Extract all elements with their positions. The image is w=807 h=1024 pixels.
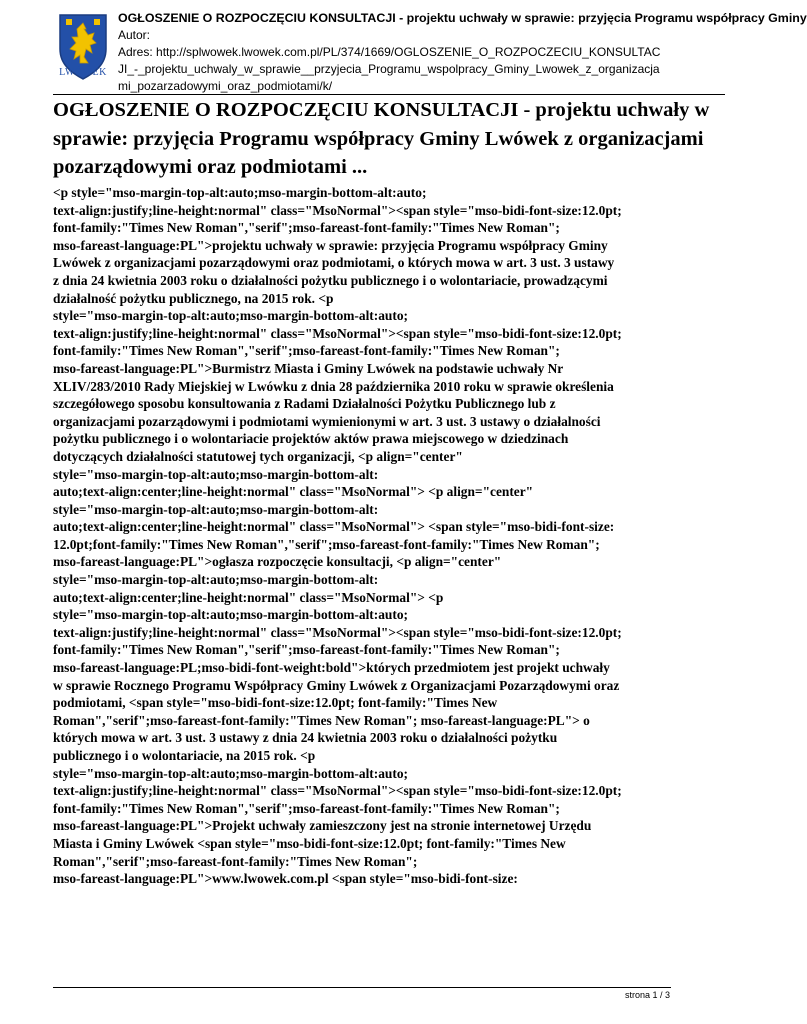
body-line: publicznego i o wolontariacie, na 2015 rok. <p xyxy=(53,748,316,763)
body-line: 12.0pt;font-family:"Times New Roman","serif";mso-fareast-font-family:"Times New Roman"; xyxy=(53,536,600,552)
body-line: mso-fareast-language:PL">Burmistrz Miasta i Gminy Lwówek na podstawie uchwały Nr xyxy=(53,360,564,376)
body-line: style="mso-margin-top-alt:auto;mso-margin-bottom-alt:auto; xyxy=(53,607,408,623)
page-title: OGŁOSZENIE O ROZPOCZĘCIU KONSULTACJI - projektu uchwały w sprawie: przyjęcia Programu współpracy Gminy Lwówek z organizacjami pozarządowymi oraz podmiotami ... xyxy=(53,99,710,178)
address-line[interactable]: Adres: http://splwowek.lwowek.com.pl/PL/374/1669/OGLOSZENIE_O_ROZPOCZECIU_KONSULTAC xyxy=(118,45,661,59)
body-line: auto;text-align:center;line-height:normal" class="MsoNormal"> <p xyxy=(53,589,444,605)
body-line: XLIV/283/2010 Rady Miejskiej w Lwówku z dnia 28 października 2010 roku w sprawie określenia xyxy=(53,378,614,394)
document-body xyxy=(53,184,725,922)
body-line: mso-fareast-language:PL">projektu uchwały w sprawie: przyjęcia Programu współpracy Gminy xyxy=(53,237,608,253)
body-line: style="mso-margin-top-alt:auto;mso-margin-bottom-alt:auto; xyxy=(53,765,408,781)
body-line: dotyczących działalności statutowej tych organizacji, <p align="center" xyxy=(53,448,463,464)
body-line: z dnia 24 kwietnia 2003 roku o działalności pożytku publicznego i o wolontariacie, prowadzącymi xyxy=(53,272,608,288)
body-line: których mowa w art. 3 ust. 3 ustawy z dnia 24 kwietnia 2003 roku o działalności pożytku xyxy=(53,730,558,746)
body-line: style="mso-margin-top-alt:auto;mso-margin-bottom-alt: xyxy=(53,466,379,482)
body-line: podmiotami, <span style="mso-bidi-font-size:12.0pt; font-family:"Times New xyxy=(53,695,498,711)
body-line: style="mso-margin-top-alt:auto;mso-margin-bottom-alt: xyxy=(53,501,379,517)
footer-divider xyxy=(53,987,671,988)
body-line: mso-fareast-language:PL">ogłasza rozpoczęcie konsultacji, <p align="center" xyxy=(53,554,502,570)
page-number: strona 1 / 3 xyxy=(624,990,670,1000)
body-line: style="mso-margin-top-alt:auto;mso-margin-bottom-alt:auto; xyxy=(53,308,408,324)
body-line: szczegółowego sposobu konsultowania z Radami Działalności Pożytku Publicznego lub z xyxy=(53,396,556,412)
body-line: mso-fareast-language:PL;mso-bidi-font-weight:bold">których przedmiotem jest projekt uchwały xyxy=(53,660,610,676)
address-line[interactable]: JI_-_projektu_uchwaly_w_sprawie__przyjecia_Programu_wspolpracy_Gminy_Lwowek_z_organizacja xyxy=(118,62,660,76)
body-line: style="mso-margin-top-alt:auto;mso-margin-bottom-alt: xyxy=(53,572,379,588)
body-line: Roman","serif";mso-fareast-font-family:"Times New Roman"; mso-fareast-language:PL"> o xyxy=(53,712,590,728)
body-line: mso-fareast-language:PL">Projekt uchwały zamieszczony jest na stronie internetowej Urzędu xyxy=(53,818,592,834)
body-line: auto;text-align:center;line-height:normal" class="MsoNormal"> <p align="center" xyxy=(53,484,534,500)
body-line: organizacjami pozarządowymi i podmiotami wymienionymi w art. 3 ust. 3 ustawy o działalności xyxy=(53,413,601,429)
header-title: OGŁOSZENIE O ROZPOCZĘCIU KONSULTACJI - projektu uchwały w sprawie: przyjęcia Programu współpracy Gminy xyxy=(118,11,807,25)
body-line: font-family:"Times New Roman","serif";mso-fareast-font-family:"Times New Roman"; xyxy=(53,642,560,658)
logo-caption: LWÓWEK xyxy=(59,67,107,78)
body-line: font-family:"Times New Roman","serif";mso-fareast-font-family:"Times New Roman"; xyxy=(53,800,560,816)
header-divider xyxy=(53,94,725,95)
address-line[interactable]: mi_pozarzadowymi_oraz_podmiotami/k/ xyxy=(118,79,333,93)
body-line: <p style="mso-margin-top-alt:auto;mso-margin-bottom-alt:auto; xyxy=(53,185,427,200)
header-info xyxy=(118,10,807,95)
body-line: text-align:justify;line-height:normal" class="MsoNormal"><span style="mso-bidi-font-size:12.0pt; xyxy=(53,783,622,799)
body-line: działalność pożytku publicznego, na 2015 rok. <p xyxy=(53,290,334,306)
body-line: Miasta i Gminy Lwówek <span style="mso-bidi-font-size:12.0pt; font-family:"Times New xyxy=(53,835,566,851)
body-line: pożytku publicznego i o wolontariacie projektów aktów prawa miejscowego w dziedzinach xyxy=(53,431,569,447)
body-line: font-family:"Times New Roman","serif";mso-fareast-font-family:"Times New Roman"; xyxy=(53,220,560,236)
body-line: text-align:justify;line-height:normal" class="MsoNormal"><span style="mso-bidi-font-size:12.0pt; xyxy=(53,202,622,218)
body-line: Lwówek z organizacjami pozarządowymi oraz podmiotami, o których mowa w art. 3 ust. 3 ustawy xyxy=(53,255,615,271)
body-line: Roman","serif";mso-fareast-font-family:"Times New Roman"; xyxy=(53,853,418,869)
body-line: w sprawie Rocznego Programu Współpracy Gminy Lwówek z Organizacjami Pozarządowymi oraz xyxy=(53,677,620,693)
author-label: Autor: xyxy=(118,28,151,42)
body-line: mso-fareast-language:PL">www.lwowek.com.pl <span style="mso-bidi-font-size: xyxy=(53,871,518,887)
body-line: font-family:"Times New Roman","serif";mso-fareast-font-family:"Times New Roman"; xyxy=(53,343,560,359)
body-line: text-align:justify;line-height:normal" class="MsoNormal"><span style="mso-bidi-font-size:12.0pt; xyxy=(53,624,622,640)
document-header xyxy=(0,0,807,95)
body-line: text-align:justify;line-height:normal" class="MsoNormal"><span style="mso-bidi-font-size:12.0pt; xyxy=(53,325,622,341)
body-line: auto;text-align:center;line-height:normal" class="MsoNormal"> <span style="mso-bidi-font-size: xyxy=(53,519,615,535)
